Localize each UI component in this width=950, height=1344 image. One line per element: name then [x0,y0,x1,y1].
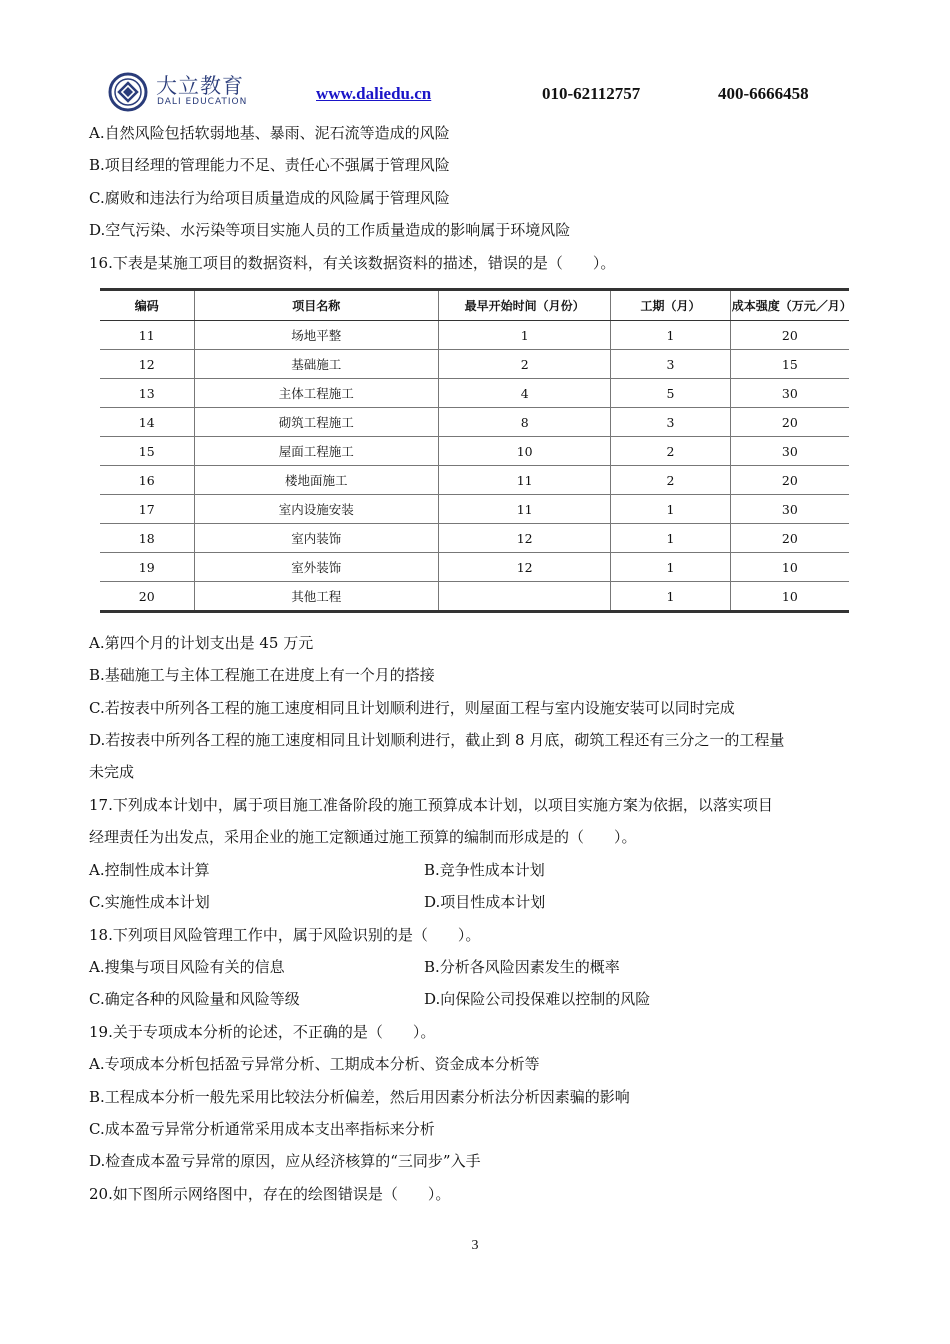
cell-cost-intensity: 20 [730,466,849,495]
cell-duration: 3 [611,350,730,379]
q16-data-table [100,288,852,614]
cell-code: 17 [100,495,194,524]
cell-duration: 3 [611,408,730,437]
q18-stem: 18.下列项目风险管理工作中，属于风险识别的是（ ）。 [89,926,481,944]
q19-option-b: B.工程成本分析一般先采用比较法分析偏差，然后用因素分析法分析因素骗的影响 [89,1088,630,1106]
q17-option-b: B.竞争性成本计划 [424,861,545,879]
cell-start-month: 12 [439,524,611,553]
q19-option-c: C.成本盈亏异常分析通常采用成本支出率指标来分析 [89,1120,435,1138]
website-link[interactable]: www.daliedu.cn [316,84,432,103]
table-row [100,350,849,379]
cell-start-month: 12 [439,553,611,582]
cell-item-name: 基础施工 [194,350,439,379]
cell-start-month: 11 [439,466,611,495]
page-number: 3 [471,1238,479,1253]
header-item-name: 项目名称 [194,290,439,321]
q15-option-a: A.自然风险包括软弱地基、暴雨、泥石流等造成的风险 [89,124,450,142]
table-row [100,466,849,495]
q19-option-d: D.检查成本盈亏异常的原因，应从经济核算的“三同步”入手 [89,1152,481,1170]
phone-number-2: 400-6666458 [718,84,809,103]
cell-duration: 5 [611,379,730,408]
cell-item-name: 室内装饰 [194,524,439,553]
cell-item-name: 主体工程施工 [194,379,439,408]
q15-option-c: C.腐败和违法行为给项目质量造成的风险属于管理风险 [89,189,450,207]
cell-cost-intensity: 30 [730,379,849,408]
cell-cost-intensity: 20 [730,321,849,350]
q17-stem-line-2: 经理责任为出发点，采用企业的施工定额通过施工预算的编制而形成是的（ ）。 [89,828,637,846]
cell-code: 14 [100,408,194,437]
dali-logo-icon [108,72,148,112]
cell-code: 18 [100,524,194,553]
table-row [100,524,849,553]
cell-item-name: 其他工程 [194,582,439,612]
cell-duration: 2 [611,437,730,466]
cell-cost-intensity: 10 [730,553,849,582]
table-row [100,582,849,612]
q18-option-c: C.确定各种的风险量和风险等级 [89,990,300,1008]
header-duration: 工期（月） [611,290,730,321]
cell-duration: 1 [611,321,730,350]
cell-start-month: 10 [439,437,611,466]
cell-start-month [439,582,611,612]
brand-name-cn: 大立教育 [156,74,244,98]
cell-cost-intensity: 30 [730,437,849,466]
cell-start-month: 2 [439,350,611,379]
q16-option-a: A.第四个月的计划支出是 45 万元 [89,634,314,652]
table-row [100,408,849,437]
page-header [0,0,950,120]
cell-duration: 1 [611,524,730,553]
cell-item-name: 场地平整 [194,321,439,350]
q16-option-d: D.若按表中所列各工程的施工速度相同且计划顺利进行，截止到 8 月底，砌筑工程还有三分之一的工程量 [89,731,785,749]
cell-cost-intensity: 30 [730,495,849,524]
cell-item-name: 屋面工程施工 [194,437,439,466]
cell-code: 13 [100,379,194,408]
q16-stem: 16.下表是某施工项目的数据资料，有关该数据资料的描述，错误的是（ ）。 [89,254,616,272]
cell-cost-intensity: 15 [730,350,849,379]
q17-option-a: A.控制性成本计算 [89,861,210,879]
q20-stem: 20.如下图所示网络图中，存在的绘图错误是（ ）。 [89,1185,451,1203]
header-cost-intensity: 成本强度（万元／月） [730,290,849,321]
table-row [100,437,849,466]
cell-cost-intensity: 20 [730,524,849,553]
q17-option-c: C.实施性成本计划 [89,893,210,911]
cell-code: 12 [100,350,194,379]
cell-code: 19 [100,553,194,582]
table-row [100,553,849,582]
cell-code: 16 [100,466,194,495]
brand-name-en: DALI EDUCATION [157,97,248,107]
q15-option-b: B.项目经理的管理能力不足、责任心不强属于管理风险 [89,156,450,174]
cell-start-month: 11 [439,495,611,524]
q17-option-d: D.项目性成本计划 [424,893,546,911]
q15-option-d: D.空气污染、水污染等项目实施人员的工作质量造成的影响属于环境风险 [89,221,571,239]
cell-start-month: 8 [439,408,611,437]
cell-cost-intensity: 20 [730,408,849,437]
cell-duration: 1 [611,582,730,612]
header-code: 编码 [100,290,194,321]
cell-item-name: 室内设施安装 [194,495,439,524]
cell-code: 20 [100,582,194,612]
q16-option-b: B.基础施工与主体工程施工在进度上有一个月的搭接 [89,666,435,684]
table-header-row [100,290,849,321]
header-start-month: 最早开始时间（月份） [439,290,611,321]
q19-option-a: A.专项成本分析包括盈亏异常分析、工期成本分析、资金成本分析等 [89,1055,540,1073]
q17-stem-line-1: 17.下列成本计划中，属于项目施工准备阶段的施工预算成本计划，以项目实施方案为依据，以落实项目 [89,796,773,814]
cell-duration: 1 [611,553,730,582]
cell-code: 15 [100,437,194,466]
table-row [100,495,849,524]
phone-number-1: 010-62112757 [542,84,641,103]
q16-option-c: C.若按表中所列各工程的施工速度相同且计划顺利进行，则屋面工程与室内设施安装可以同时完成 [89,699,735,717]
cell-cost-intensity: 10 [730,582,849,612]
cell-start-month: 4 [439,379,611,408]
table-row [100,379,849,408]
table-row [100,321,849,350]
q16-option-d-continued: 未完成 [89,763,135,781]
cell-item-name: 砌筑工程施工 [194,408,439,437]
cell-duration: 2 [611,466,730,495]
cell-code: 11 [100,321,194,350]
q18-option-d: D.向保险公司投保难以控制的风险 [424,990,651,1008]
q18-option-a: A.搜集与项目风险有关的信息 [89,958,285,976]
q19-stem: 19.关于专项成本分析的论述，不正确的是（ ）。 [89,1023,436,1041]
cell-item-name: 室外装饰 [194,553,439,582]
q18-option-b: B.分析各风险因素发生的概率 [424,958,620,976]
cell-start-month: 1 [439,321,611,350]
cell-duration: 1 [611,495,730,524]
cell-item-name: 楼地面施工 [194,466,439,495]
